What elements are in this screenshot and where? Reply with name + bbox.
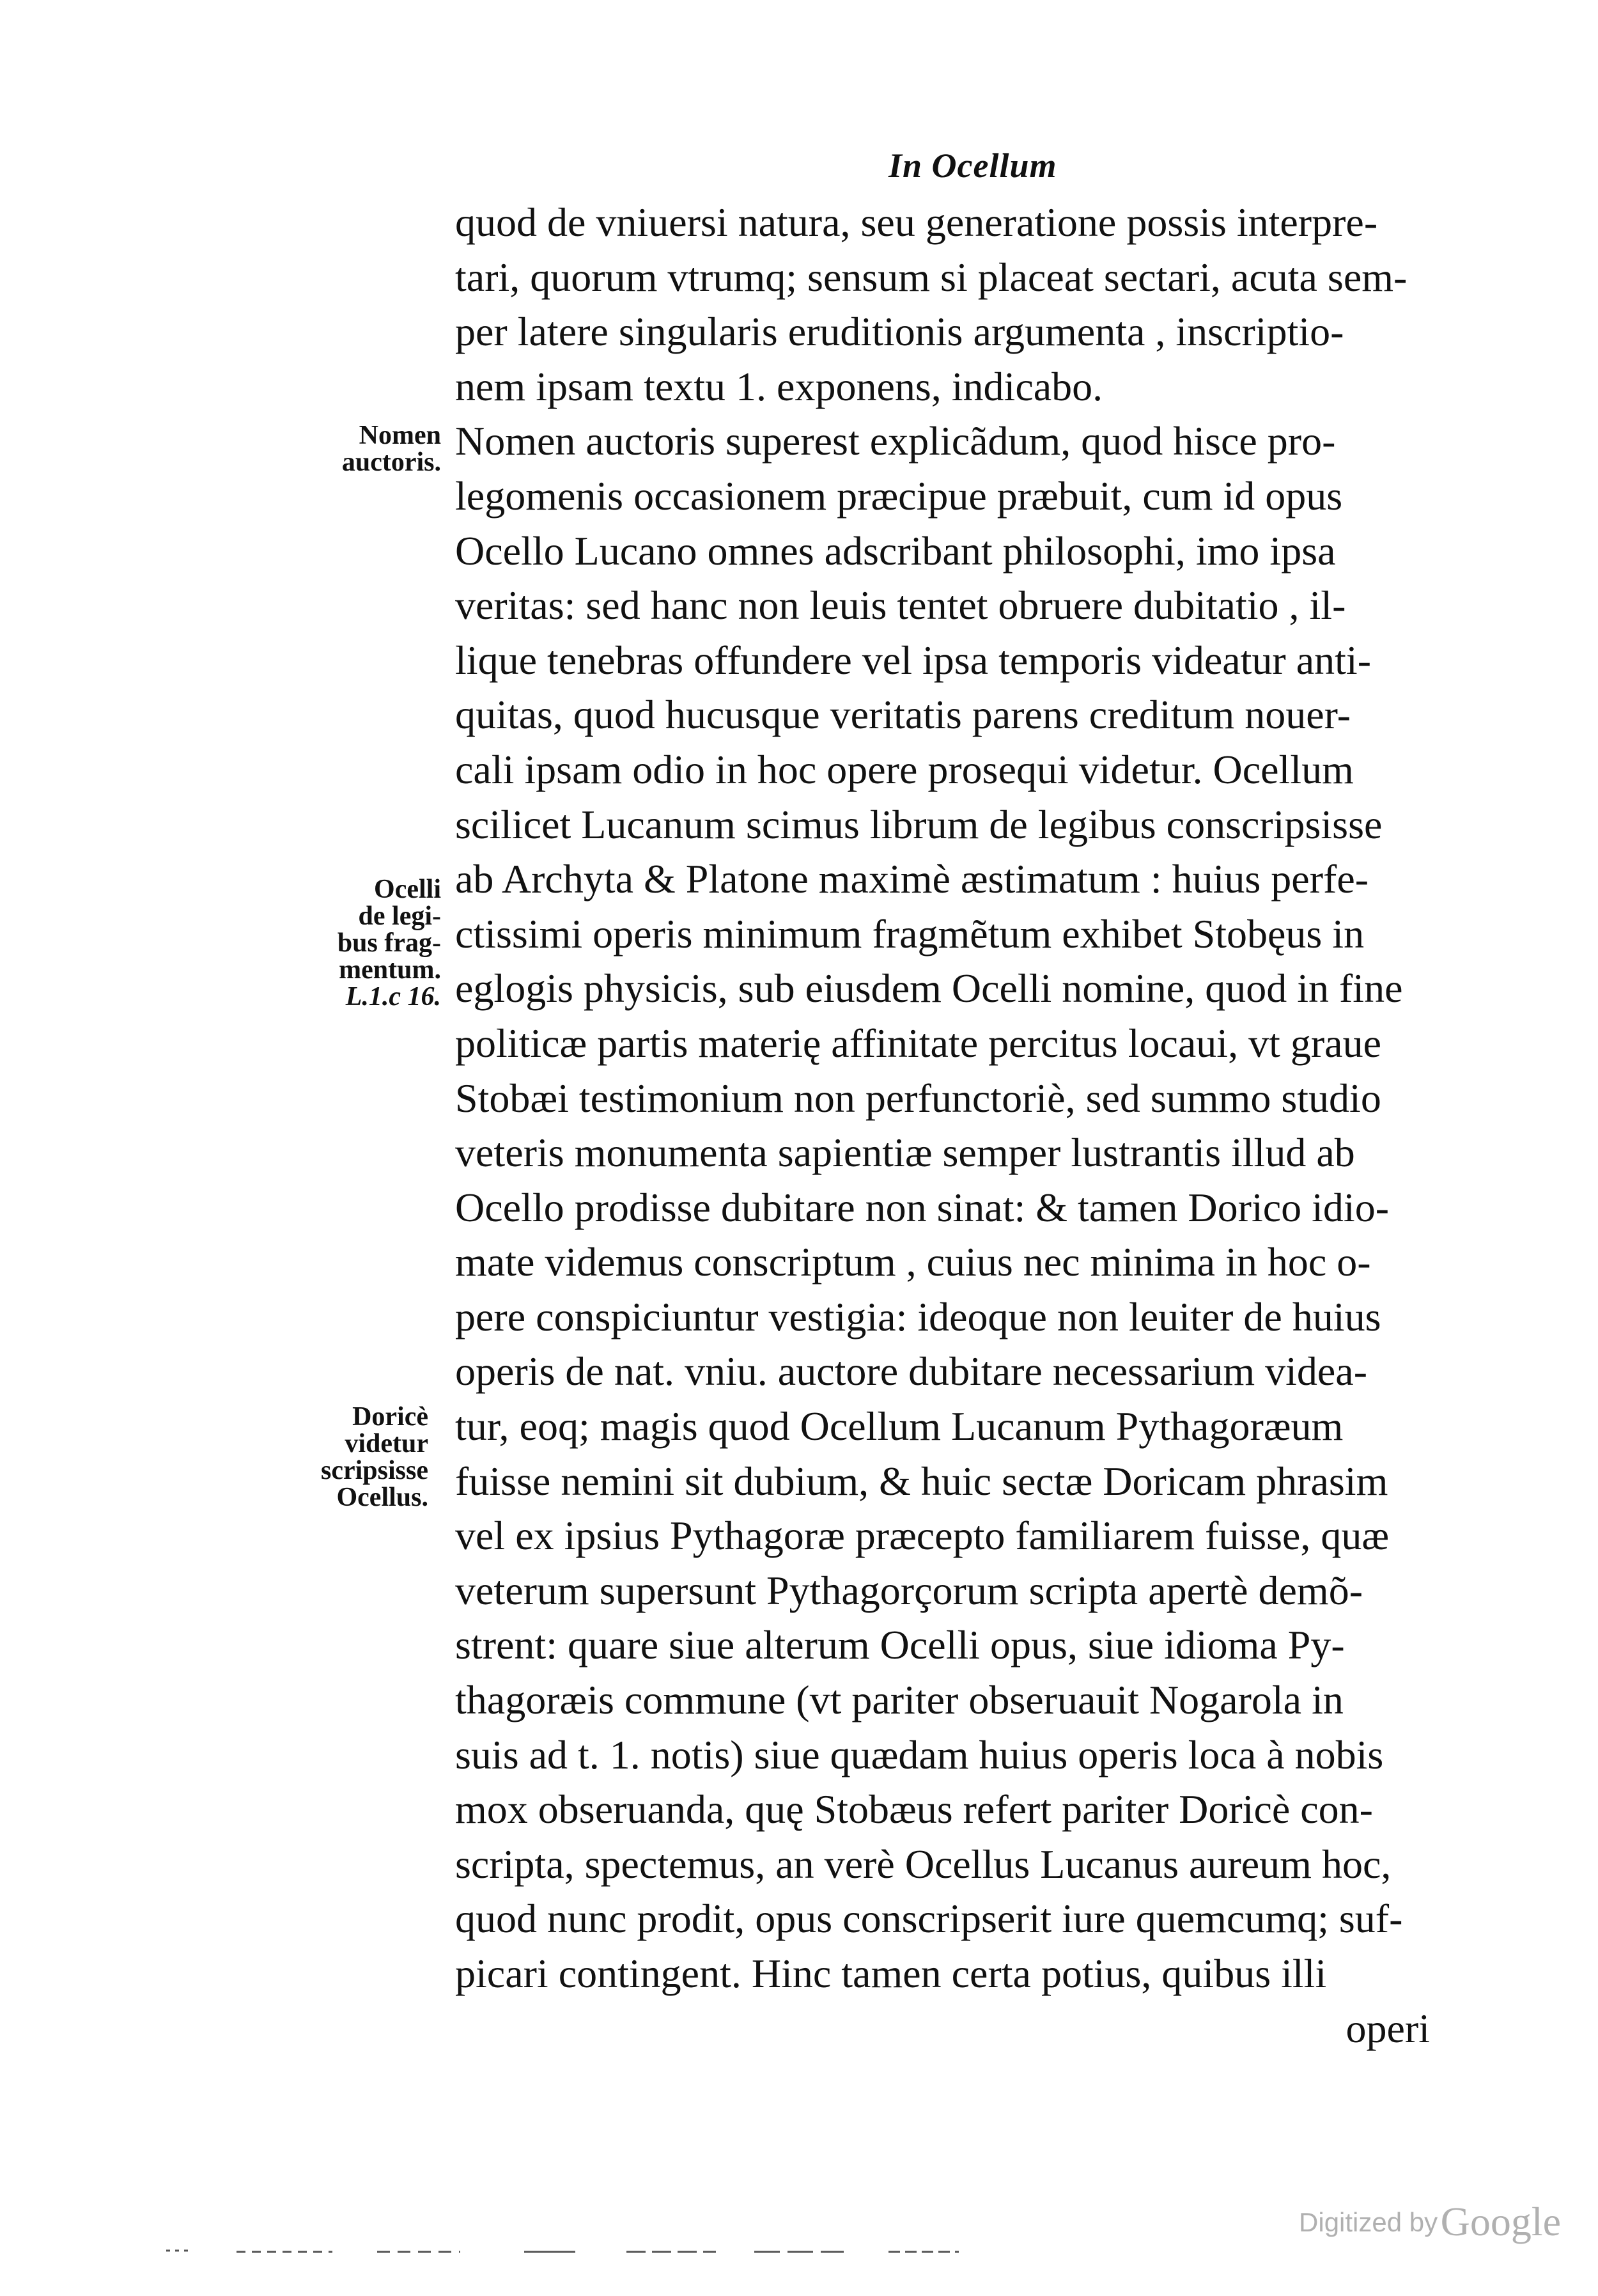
watermark-brand: Google [1440, 2199, 1561, 2244]
text-line: veterum supersunt Pythagorçorum scripta apertè demõ- [455, 1567, 1363, 1613]
margin-note-ocelli [294, 876, 441, 1010]
text-line: quod de vniuersi natura, seu generatione possis interpre- [455, 199, 1378, 245]
body-text [455, 195, 1491, 2056]
watermark-prefix: Digitized by [1299, 2207, 1438, 2237]
margin-note-line: bus frag- [337, 928, 441, 958]
text-line: suis ad t. 1. notis) siue quædam huius operis loca à nobis [455, 1731, 1384, 1777]
margin-note-line: Doricè [352, 1402, 428, 1432]
text-line: mate videmus conscriptum , cuius nec minima in hoc o- [455, 1239, 1371, 1285]
margin-note-line: Nomen [359, 421, 441, 450]
text-line: cali ipsam odio in hoc opere prosequi videtur. Ocellum [455, 746, 1354, 792]
text-line: veritas: sed hanc non leuis tentet obruere dubitatio , il- [455, 582, 1346, 629]
text-line: per latere singularis eruditionis argumenta , inscriptio- [455, 309, 1344, 355]
catchword: operi [1346, 2005, 1430, 2051]
text-line: picari contingent. Hinc tamen certa potius, quibus illi [455, 1951, 1327, 1996]
text-line: nem ipsam textu 1. exponens, indicabo. [455, 363, 1103, 409]
scan-specks [166, 2238, 1381, 2263]
text-line: operis de nat. vniu. auctore dubitare necessarium videa- [455, 1348, 1367, 1394]
text-line: scilicet Lucanum scimus librum de legibus conscripsisse [455, 801, 1383, 847]
margin-note-line: Ocelli [374, 875, 441, 904]
text-line: veteris monumenta sapientiæ semper lustrantis illud ab [455, 1130, 1355, 1176]
text-line: strent: quare siue alterum Ocelli opus, siue idioma Py- [455, 1622, 1345, 1668]
text-line: ctissimi operis minimum fragmẽtum exhibet Stobęus in [455, 910, 1365, 957]
running-head: In Ocellum [888, 146, 1057, 185]
margin-note-dorice [281, 1403, 428, 1511]
text-line: ab Archyta & Platone maximè æstimatum : huius perfe- [455, 856, 1369, 902]
text-line: mox obseruanda, quę Stobæus refert pariter Doricè con- [455, 1786, 1373, 1832]
text-line: Nomen auctoris superest explicãdum, quod hisce pro- [455, 418, 1336, 464]
text-line: lique tenebras offundere vel ipsa temporis videatur anti- [455, 637, 1371, 683]
text-line: thagoræis commune (vt pariter obseruauit Nogarola in [455, 1677, 1344, 1723]
text-line: vel ex ipsius Pythagoræ præcepto familiarem fuisse, quæ [455, 1513, 1390, 1559]
text-line: quitas, quod hucusque veritatis parens creditum nouer- [455, 692, 1351, 738]
text-line: quod nunc prodit, opus conscripserit iure quemcumq; suf- [455, 1896, 1403, 1942]
margin-note-line: videtur [345, 1429, 428, 1458]
text-line: fuisse nemini sit dubium, & huic sectæ Doricam phrasim [455, 1458, 1388, 1504]
margin-note-line: Ocellus. [336, 1483, 428, 1512]
text-line: scripta, spectemus, an verè Ocellus Lucanus aureum hoc, [455, 1841, 1392, 1887]
margin-note-line: mentum. [339, 955, 441, 985]
text-line: Ocello Lucano omnes adscribant philosophi, imo ipsa [455, 527, 1336, 574]
text-line: politicæ partis materię affinitate percitus locaui, vt graue [455, 1020, 1381, 1066]
text-line: tur, eoq; magis quod Ocellum Lucanum Pythagoræum [455, 1403, 1344, 1449]
text-line: eglogis physicis, sub eiusdem Ocelli nomine, quod in fine [455, 965, 1403, 1011]
text-line: pere conspiciuntur vestigia: ideoque non leuiter de huius [455, 1293, 1381, 1339]
text-line: tari, quorum vtrumq; sensum si placeat sectari, acuta sem- [455, 254, 1408, 300]
text-line: Stobæi testimonium non perfunctoriè, sed summo studio [455, 1075, 1381, 1121]
text-line: legomenis occasionem præcipue præbuit, cum id opus [455, 472, 1343, 519]
digitized-by-google-watermark [1299, 2198, 1561, 2245]
margin-note-nomen [294, 422, 441, 476]
text-line: Ocello prodisse dubitare non sinat: & tamen Dorico idio- [455, 1184, 1389, 1230]
margin-note-reference: L.1.c 16. [345, 982, 441, 1011]
margin-note-line: scripsisse [321, 1456, 428, 1485]
margin-note-line: de legi- [358, 902, 441, 931]
margin-note-line: auctoris. [341, 448, 441, 477]
